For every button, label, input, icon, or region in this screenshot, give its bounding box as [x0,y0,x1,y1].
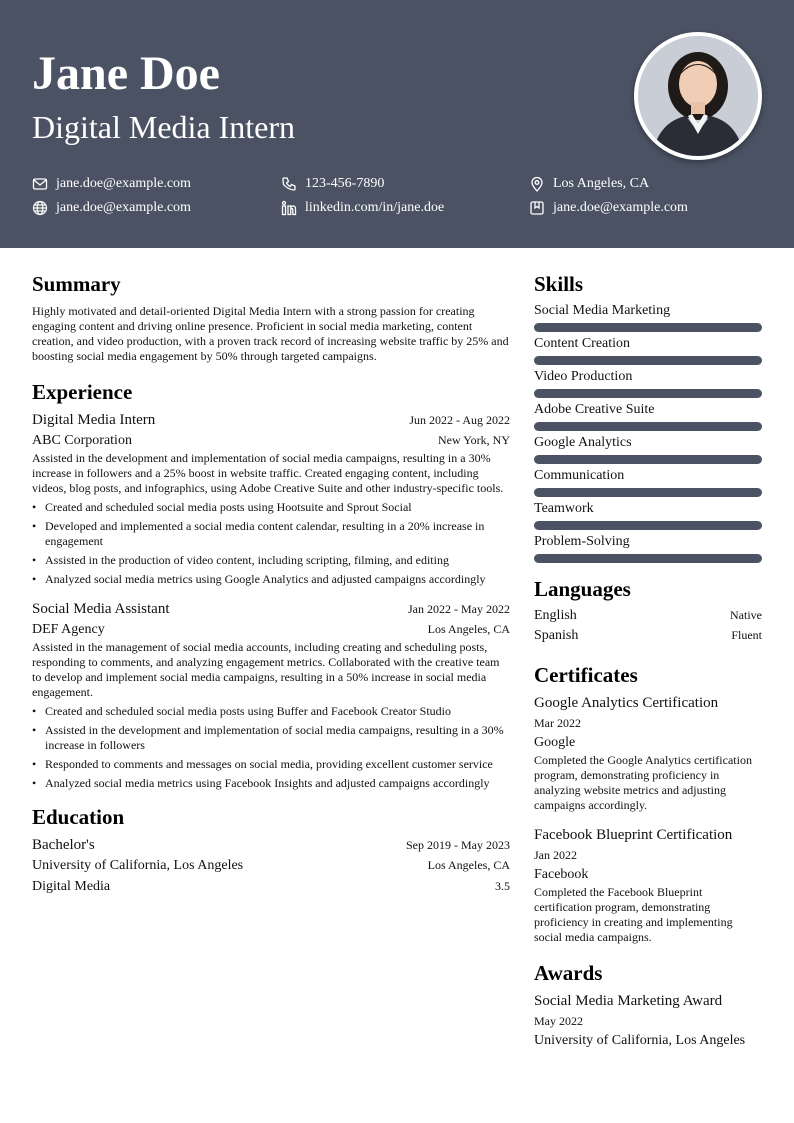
summary-text: Highly motivated and detail-oriented Digital Media Intern with a strong passion for creating engaging content and driving online presence. Proficient in social media marketing, content creation, and video production, with a proven track record of increasing website traffic by 25% and boosting social media engagement by 50% through targeted campaigns. [32,304,509,363]
certificates-heading: Certificates [534,663,638,687]
skill-name: Video Production [534,369,633,384]
experience-item [32,410,510,587]
language-name: Spanish [534,628,579,643]
contact-location-text: Los Angeles, CA [553,176,650,191]
skills-list [534,302,762,563]
school-name: University of California, Los Angeles [32,858,244,873]
linkedin-icon [281,200,297,216]
job-description: Assisted in the development and implementation of social media campaigns, resulting in a 30% increase in followers and a 25% boost in website traffic. Created engaging content, including videos, blog posts, and infographics, using Adobe Creative Suite and other industry-specific tools. [32,451,504,495]
certificates-section [534,663,762,945]
summary-heading: Summary [32,272,121,296]
degree: Bachelor's [32,837,95,853]
job-dates: Jun 2022 - Aug 2022 [409,413,510,427]
job-company: DEF Agency [32,622,105,637]
skill-bar [534,323,762,332]
award-issuer: University of California, Los Angeles [534,1033,746,1048]
contact-website[interactable] [32,199,191,217]
skill-bar [534,422,762,431]
job-bullet: • Created and scheduled social media posts using Hootsuite and Sprout Social [32,500,510,515]
candidate-title: Digital Media Intern [32,109,296,145]
skill-bar [534,389,762,398]
education-dates: Sep 2019 - May 2023 [406,838,510,852]
job-title: Social Media Assistant [32,601,170,617]
certificate-description: Completed the Facebook Blueprint certification program, demonstrating proficiency in creating and implementing social media campaigns. [534,885,733,944]
skill-bar [534,554,762,563]
certificate-item [534,693,762,813]
certificate-description: Completed the Google Analytics certification program, demonstrating proficiency in analyzing website metrics and adjusting campaigns accordingly. [534,753,752,812]
skills-section [534,272,762,563]
skill-name: Communication [534,468,625,483]
contact-location [529,175,649,193]
school-location: Los Angeles, CA [427,858,510,872]
experience-section [32,380,510,791]
job-company: ABC Corporation [32,433,132,448]
contact-linkedin[interactable] [281,199,444,217]
contact-email[interactable] [32,175,191,193]
contact-email-text: jane.doe@example.com [56,176,191,191]
job-bullets [32,500,510,587]
gpa: 3.5 [495,879,510,893]
envelope-icon [32,176,48,192]
skill-name: Teamwork [534,501,594,516]
main-column [32,272,510,897]
skill-name: Social Media Marketing [534,303,671,318]
job-bullet: • Developed and implemented a social media content calendar, resulting in a 20% increase in engagement [32,519,510,549]
contact-extra[interactable] [529,199,688,217]
job-bullet: • Assisted in the production of video content, including scripting, filming, and editing [32,553,510,568]
job-bullets [32,704,510,791]
education-heading: Education [32,805,125,829]
skill-bar [534,356,762,365]
award-item [534,991,762,1051]
job-dates: Jan 2022 - May 2022 [408,602,510,616]
contact-extra-text: jane.doe@example.com [553,200,688,215]
bookmark-icon [529,200,545,216]
education-section [32,805,510,897]
skill-name: Adobe Creative Suite [534,402,655,417]
summary-section [32,272,510,364]
awards-section [534,961,762,1051]
field-of-study: Digital Media [32,879,111,894]
languages-section [534,577,762,645]
experience-heading: Experience [32,380,133,404]
award-title: Social Media Marketing Award [534,993,723,1009]
job-bullet: • Analyzed social media metrics using Google Analytics and adjusted campaigns accordingly [32,572,510,587]
language-level: Native [730,608,762,622]
experience-item [32,599,510,791]
certificate-date: Mar 2022 [534,716,581,730]
contact-website-text: jane.doe@example.com [56,200,191,215]
skill-bar [534,455,762,464]
job-title: Digital Media Intern [32,412,156,428]
job-location: Los Angeles, CA [427,622,510,636]
awards-heading: Awards [534,961,603,985]
languages-heading: Languages [534,577,631,601]
education-item [32,835,510,897]
contact-phone-text: 123-456-7890 [305,176,385,191]
skill-name: Google Analytics [534,435,632,450]
resume-header [0,0,794,248]
map-pin-icon [529,176,545,192]
award-date: May 2022 [534,1014,583,1028]
language-level: Fluent [731,628,762,642]
skill-bar [534,488,762,497]
side-column [534,272,762,1051]
certificate-title: Facebook Blueprint Certification [534,827,733,843]
skills-heading: Skills [534,272,584,296]
contact-phone[interactable] [281,175,384,193]
globe-icon [32,200,48,216]
skill-name: Content Creation [534,336,631,351]
certificate-item [534,825,762,945]
certificate-title: Google Analytics Certification [534,695,719,711]
language-row [534,625,762,645]
skill-bar [534,521,762,530]
contact-linkedin-text: linkedin.com/in/jane.doe [305,200,445,215]
skill-name: Problem-Solving [534,534,630,549]
job-location: New York, NY [437,433,510,447]
job-description: Assisted in the management of social media accounts, including creating and scheduling posts, responding to comments, and analyzing engagement metrics. Collaborated with the creative team to develop and implement social media campaigns, resulting in a 50% increase in social media engagement. [32,640,500,699]
profile-photo [634,32,762,160]
job-bullet: • Created and scheduled social media posts using Buffer and Facebook Creator Studio [32,704,510,719]
job-bullet: • Responded to comments and messages on social media, providing excellent customer service [32,757,510,772]
job-bullet: • Analyzed social media metrics using Facebook Insights and adjusted campaigns accordingly [32,776,510,791]
candidate-name: Jane Doe [32,47,220,100]
certificate-date: Jan 2022 [534,848,577,862]
language-name: English [534,608,577,623]
certificate-issuer: Google [534,735,576,750]
language-row [534,605,762,625]
certificate-issuer: Facebook [534,867,589,882]
job-bullet: • Assisted in the development and implementation of social media campaigns, resulting in a 30% increase in followers [32,723,510,753]
phone-icon [281,176,297,192]
